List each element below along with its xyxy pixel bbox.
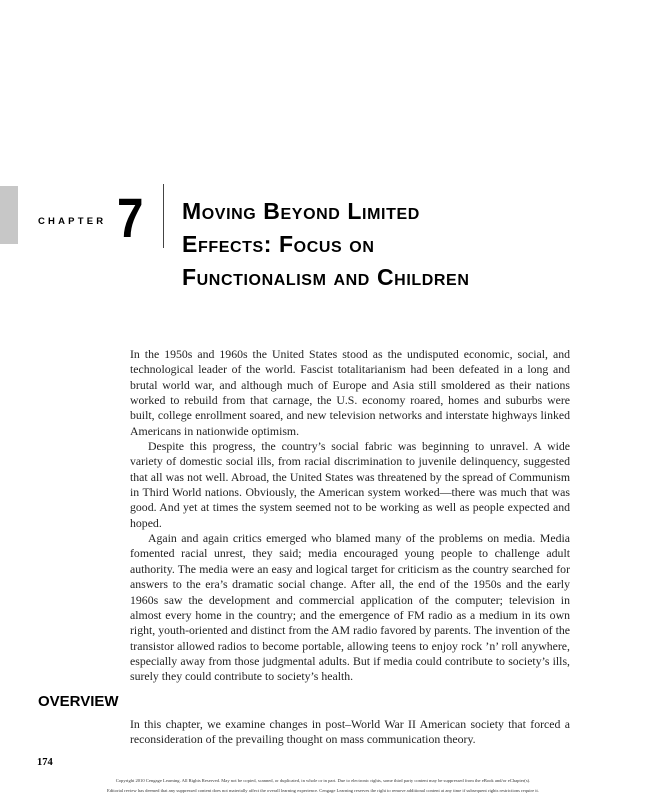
chapter-title-line: Functionalism and Children bbox=[182, 264, 470, 290]
body-paragraph: In the 1950s and 1960s the United States stood as the undisputed economic, social, and technological leader of the world. Fascist totalitarianism had been defeated in a long and brutal world war, and although much of Europe and Asia still smoldered as their nations worked to rebuild from that carnage, the U.S. economy roared, homes and suburbs were built, college enrollment soared, and new television networks and interstate highways linked Americans in nationwide optimism. bbox=[130, 347, 570, 438]
page-number: 174 bbox=[37, 757, 53, 768]
chapter-title-line: Effects: Focus on bbox=[182, 231, 375, 257]
chapter-label: CHAPTER bbox=[38, 216, 107, 227]
overview-paragraph: In this chapter, we examine changes in post–World War II American society that forced a reconsideration of the prevailing thought on mass communication theory. bbox=[130, 717, 570, 747]
chapter-divider bbox=[163, 184, 164, 248]
chapter-title-line: Moving Beyond Limited bbox=[182, 198, 420, 224]
page-edge-tab bbox=[0, 186, 18, 244]
overview-heading: OVERVIEW bbox=[38, 693, 119, 710]
copyright-notice: Copyright 2010 Cengage Learning. All Rights Reserved. May not be copied, scanned, or duplicated, in whole or in part. Due to electronic rights, some third party content may be suppressed from the eBook and/or eChapter(s). bbox=[115, 778, 531, 783]
editorial-notice: Editorial review has deemed that any suppressed content does not materially affect the overall learning experience. Cengage Learning reserves the right to remove additional content at any time if subsequent rights restrictions require it. bbox=[107, 788, 539, 793]
chapter-title bbox=[182, 196, 602, 295]
chapter-intro-text bbox=[130, 347, 570, 685]
body-paragraph: Despite this progress, the country’s social fabric was beginning to unravel. A wide variety of domestic social ills, from racial discrimination to juvenile delinquency, suggested that all was not well. Abroad, the United States was threatened by the spread of Communism in Third World nations. Obviously, the American system worked—there was much that was good. And yet at times the system seemed not to be working as well as people expected and hoped. bbox=[130, 439, 570, 530]
chapter-number: 7 bbox=[117, 186, 144, 249]
body-paragraph: Again and again critics emerged who blamed many of the problems on media. Media fomented racial unrest, they said; media encouraged young people to challenge adult authority. The media were an easy and logical target for criticism as the country searched for answers to the era’s dramatic social change. After all, the end of the 1950s and the early 1960s saw the development and commercial application of the computer; television in almost every home in the country; and the emergence of FM radio as a medium in its own right, youth-oriented and distinct from the AM radio favored by parents. The invention of the transistor allowed radios to become portable, allowing teens to enjoy rock ’n’ roll anywhere, especially away from those judgmental adults. But if media could contribute to society’s ills, surely they could contribute to society’s health. bbox=[130, 531, 570, 684]
